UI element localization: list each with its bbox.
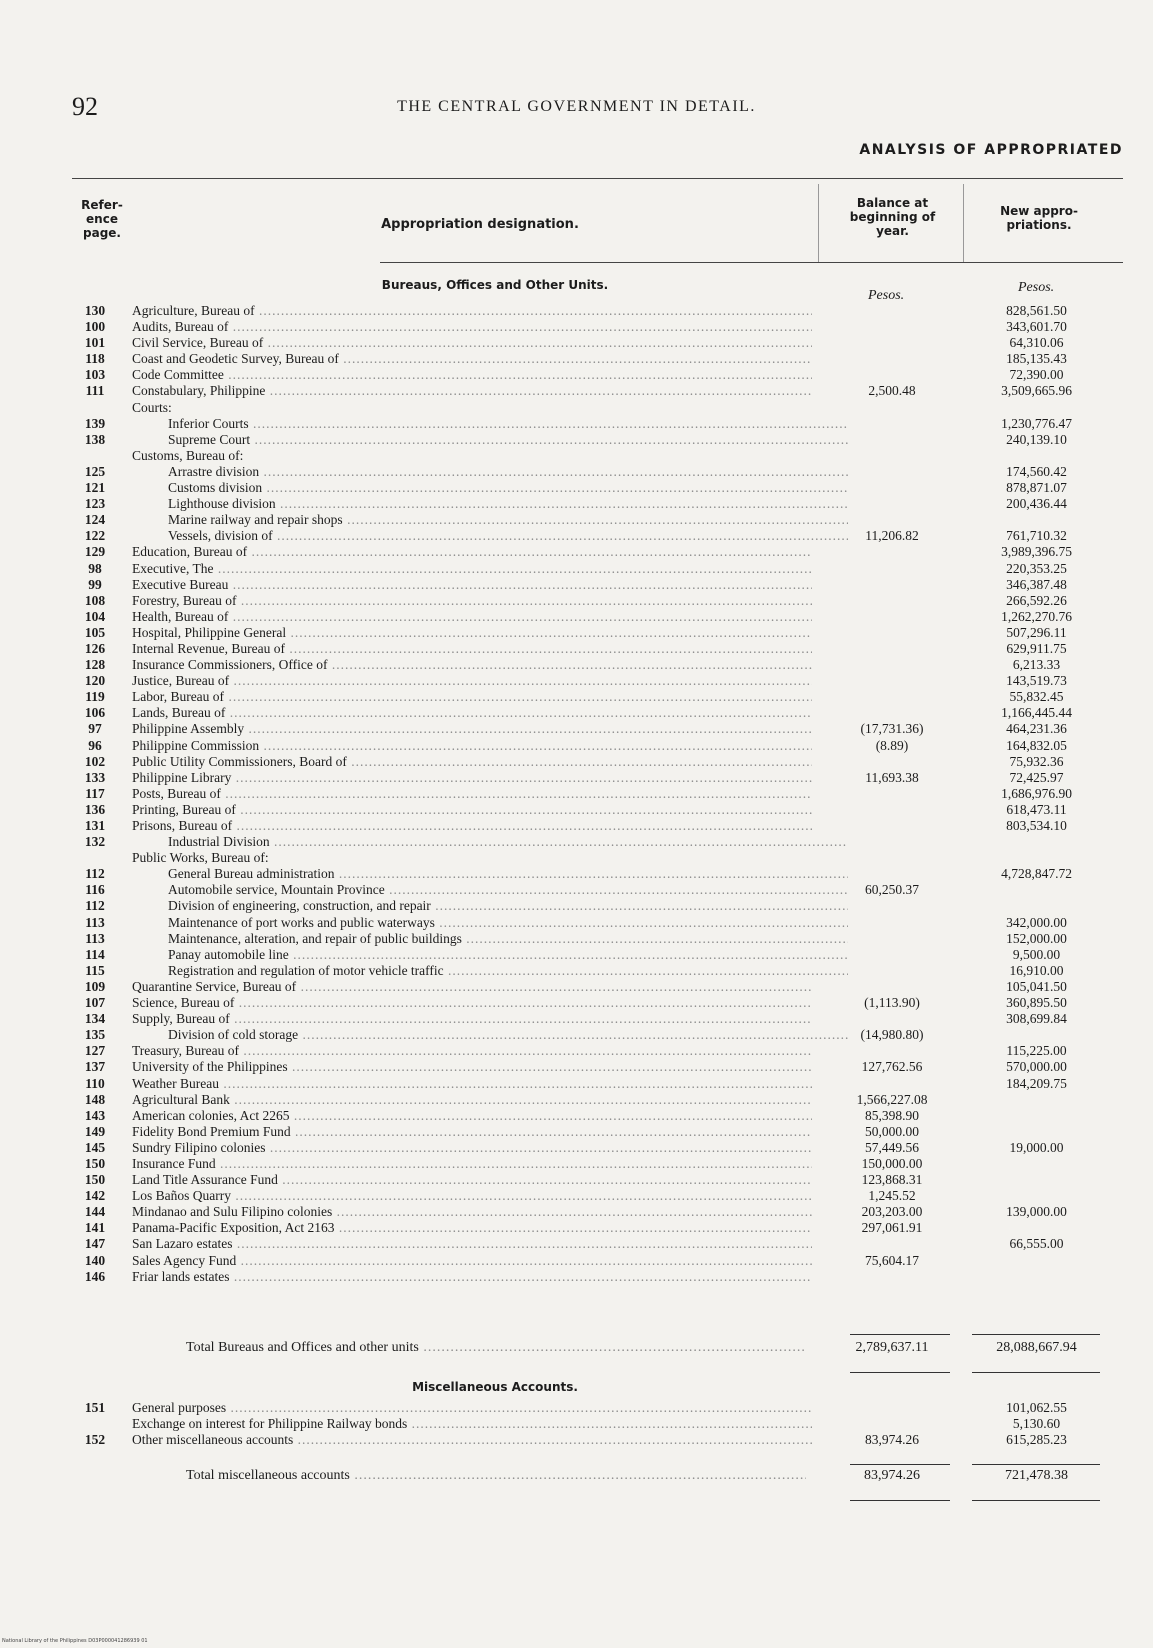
table-row: [0, 641, 1153, 657]
new-appropriation-value: 615,285.23: [1006, 1432, 1067, 1448]
new-appropriation-value: 220,353.25: [1006, 560, 1067, 576]
reference-page: 111: [85, 383, 105, 399]
new-appropriation-value: 174,560.42: [1006, 463, 1067, 479]
designation: Education, Bureau of .....: [132, 544, 812, 560]
table-row: [0, 721, 1153, 737]
designation: Agriculture, Bureau of .....: [132, 303, 812, 319]
designation: General purposes .....: [132, 1400, 812, 1416]
total-rule: [850, 1334, 950, 1335]
designation: Registration and regulation of motor vehicle traffic .....: [132, 963, 848, 979]
balance-value: 127,762.56: [861, 1059, 923, 1075]
new-appropriation-value: 464,231.36: [1006, 721, 1067, 737]
ref-column-header: Refer- ence page.: [81, 198, 123, 240]
table-row: [0, 351, 1153, 367]
reference-page: 141: [84, 1220, 106, 1236]
designation: Automobile service, Mountain Province .....: [132, 882, 848, 898]
new-appropriation-value: 152,000.00: [1006, 930, 1067, 946]
designation: Justice, Bureau of .....: [132, 673, 812, 689]
table-row: [0, 577, 1153, 593]
table-row: [0, 1253, 1153, 1269]
reference-page: 122: [84, 528, 106, 544]
reference-page: 96: [88, 737, 102, 753]
table-row: [0, 770, 1153, 786]
reference-page: 146: [84, 1268, 106, 1284]
reference-page: 99: [88, 576, 102, 592]
table-row: [0, 657, 1153, 673]
reference-page: 128: [84, 657, 106, 673]
designation: Sales Agency Fund .....: [132, 1253, 812, 1269]
balance-units: Pesos.: [868, 288, 905, 303]
designation: Weather Bureau .....: [132, 1076, 812, 1092]
designation: Industrial Division .....: [132, 834, 848, 850]
new-appropriation-value: 761,710.32: [1006, 528, 1067, 544]
total-rule: [850, 1500, 950, 1501]
total-row: [0, 1468, 1153, 1486]
table-row: [0, 561, 1153, 577]
new-appropriation-value: 4,728,847.72: [1001, 866, 1072, 882]
designation: General Bureau administration .....: [132, 866, 848, 882]
table-subheading: ANALYSIS OF APPROPRIATED: [859, 142, 1123, 158]
new-appropriation-value: 101,062.55: [1006, 1400, 1067, 1415]
new-appropriation-value: 618,473.11: [1006, 801, 1067, 817]
reference-page: 127: [84, 1043, 106, 1059]
new-appropriation-value: 72,390.00: [1009, 367, 1064, 383]
table-row: [0, 754, 1153, 770]
table-row: [0, 1400, 1153, 1416]
new-units: Pesos.: [1018, 280, 1055, 295]
reference-page: 123: [84, 496, 106, 512]
table-row: [0, 898, 1153, 914]
column-divider: [818, 184, 819, 262]
table-row: [0, 448, 1153, 464]
new-appropriation-value: 803,534.10: [1006, 818, 1067, 833]
balance-value: (14,980.80): [860, 1027, 924, 1043]
reference-page: 132: [84, 834, 106, 850]
designation: Labor, Bureau of .....: [132, 689, 812, 705]
table-row: [0, 931, 1153, 947]
table-row: [0, 1236, 1153, 1252]
balance-value: 75,604.17: [865, 1252, 919, 1268]
table-row: [0, 480, 1153, 496]
new-appropriation-value: 19,000.00: [1009, 1139, 1064, 1155]
new-appropriation-value: 66,555.00: [1009, 1236, 1064, 1252]
table-row: [0, 786, 1153, 802]
reference-page: 109: [84, 978, 106, 994]
designation: Maintenance of port works and public waterways .....: [132, 915, 848, 931]
designation: Division of cold storage .....: [132, 1027, 848, 1043]
designation: Supreme Court .....: [132, 432, 848, 448]
table-row: [0, 738, 1153, 754]
reference-page: 151: [84, 1400, 106, 1415]
new-appropriation-value: 185,135.43: [1006, 351, 1067, 367]
reference-page: 110: [85, 1075, 105, 1091]
table-row: [0, 995, 1153, 1011]
reference-page: 135: [84, 1027, 106, 1043]
designation: Printing, Bureau of .....: [132, 802, 812, 818]
balance-value: 50,000.00: [865, 1123, 919, 1139]
balance-value: 85,398.90: [865, 1107, 919, 1123]
new-appropriation-value: 507,296.11: [1006, 624, 1067, 640]
reference-page: 138: [84, 431, 106, 447]
total-balance: 83,974.26: [864, 1468, 920, 1483]
new-appropriation-value: 1,230,776.47: [1001, 415, 1072, 431]
reference-page: 139: [84, 415, 106, 431]
designation: Coast and Geodetic Survey, Bureau of .....: [132, 351, 812, 367]
new-appropriation-value: 139,000.00: [1006, 1204, 1067, 1220]
new-appropriation-value: 308,699.84: [1006, 1011, 1067, 1027]
table-row: [0, 512, 1153, 528]
reference-page: 102: [84, 753, 106, 769]
designation: Customs, Bureau of:: [132, 447, 244, 463]
table-row: [0, 689, 1153, 705]
designation: Other miscellaneous accounts .....: [132, 1432, 812, 1448]
table-row: [0, 609, 1153, 625]
table-row: [0, 383, 1153, 399]
designation: Arrastre division .....: [132, 464, 848, 480]
table-row: [0, 802, 1153, 818]
table-row: [0, 303, 1153, 319]
new-appropriation-value: 1,166,445.44: [1001, 705, 1072, 721]
new-appropriation-value: 164,832.05: [1006, 737, 1067, 753]
designation: Science, Bureau of .....: [132, 995, 812, 1011]
misc-rows: [0, 1400, 1153, 1448]
balance-value: 11,693.38: [865, 769, 919, 785]
balance-column-header: Balance at beginning of year.: [849, 196, 936, 238]
balance-value: 123,868.31: [861, 1172, 923, 1188]
table-row: [0, 1011, 1153, 1027]
new-appropriation-value: 9,500.00: [1012, 946, 1061, 962]
balance-value: 297,061.91: [861, 1220, 923, 1236]
balance-value: (1,113.90): [864, 995, 920, 1011]
section-title: Miscellaneous Accounts.: [412, 1380, 578, 1394]
reference-page: 118: [85, 351, 105, 367]
designation: Lighthouse division .....: [132, 496, 848, 512]
designation: Friar lands estates .....: [132, 1269, 812, 1285]
designation: Posts, Bureau of .....: [132, 786, 812, 802]
new-appropriation-value: 570,000.00: [1006, 1059, 1067, 1075]
reference-page: 100: [84, 319, 106, 335]
table-row: [0, 705, 1153, 721]
new-appropriation-value: 878,871.07: [1006, 480, 1067, 496]
designation: Customs division .....: [132, 480, 848, 496]
table-row: [0, 1140, 1153, 1156]
reference-page: 145: [84, 1139, 106, 1155]
designation: Executive Bureau .....: [132, 577, 812, 593]
new-appropriation-value: 72,425.97: [1009, 769, 1064, 785]
reference-page: 108: [84, 592, 106, 608]
reference-page: 150: [84, 1172, 106, 1188]
balance-value: 60,250.37: [865, 882, 919, 898]
designation: Public Utility Commissioners, Board of .....: [132, 754, 812, 770]
table-row: [0, 464, 1153, 480]
table-row: [0, 1156, 1153, 1172]
reference-page: 126: [84, 640, 106, 656]
designation: Supply, Bureau of .....: [132, 1011, 812, 1027]
designation: Marine railway and repair shops .....: [132, 512, 848, 528]
reference-page: 105: [84, 624, 106, 640]
designation: Sundry Filipino colonies .....: [132, 1140, 812, 1156]
table-row: [0, 1108, 1153, 1124]
designation-column-header: Appropriation designation.: [381, 217, 579, 232]
total-balance: 2,789,637.11: [855, 1340, 929, 1355]
designation: Quarantine Service, Bureau of .....: [132, 979, 812, 995]
table-row: [0, 818, 1153, 834]
designation: Philippine Assembly .....: [132, 721, 812, 737]
reference-page: 144: [84, 1204, 106, 1220]
designation: Fidelity Bond Premium Fund .....: [132, 1124, 812, 1140]
reference-page: 113: [85, 914, 105, 930]
table-row: [0, 1432, 1153, 1448]
designation: Panama-Pacific Exposition, Act 2163 .....: [132, 1220, 812, 1236]
designation: Lands, Bureau of .....: [132, 705, 812, 721]
new-appropriation-value: 200,436.44: [1006, 496, 1067, 512]
balance-value: (8.89): [875, 737, 909, 753]
designation: Agricultural Bank .....: [132, 1092, 812, 1108]
balance-value: 150,000.00: [861, 1155, 923, 1171]
reference-page: 121: [84, 480, 106, 496]
reference-page: 106: [84, 705, 106, 721]
reference-page: 124: [84, 512, 106, 528]
appropriation-rows: [0, 303, 1153, 1285]
new-appropriation-value: 115,225.00: [1006, 1043, 1067, 1059]
table-row: [0, 882, 1153, 898]
table-row: [0, 1416, 1153, 1432]
table-row: [0, 834, 1153, 850]
table-row: [0, 1220, 1153, 1236]
table-row: [0, 673, 1153, 689]
new-appropriation-value: 343,601.70: [1006, 319, 1067, 335]
total-rule: [972, 1464, 1100, 1465]
designation: Mindanao and Sulu Filipino colonies .....: [132, 1204, 812, 1220]
reference-page: 117: [85, 785, 105, 801]
table-row: [0, 496, 1153, 512]
new-appropriation-value: 6,213.33: [1012, 657, 1061, 673]
designation: Land Title Assurance Fund .....: [132, 1172, 812, 1188]
table-row: [0, 1204, 1153, 1220]
reference-page: 137: [84, 1059, 106, 1075]
new-appropriation-value: 1,686,976.90: [1001, 785, 1072, 801]
designation: Philippine Commission .....: [132, 738, 812, 754]
new-appropriation-value: 55,832.45: [1009, 689, 1064, 705]
running-title: THE CENTRAL GOVERNMENT IN DETAIL.: [397, 98, 756, 115]
designation: Forestry, Bureau of .....: [132, 593, 812, 609]
table-row: [0, 947, 1153, 963]
total-label: Total miscellaneous accounts .....: [186, 1468, 806, 1484]
designation: Courts:: [132, 399, 172, 415]
table-row: [0, 367, 1153, 383]
column-divider: [963, 184, 964, 262]
table-row: [0, 1124, 1153, 1140]
new-appropriation-value: 16,910.00: [1009, 962, 1064, 978]
designation: Division of engineering, construction, and repair .....: [132, 898, 848, 914]
total-rule: [972, 1334, 1100, 1335]
new-appropriation-value: 3,989,396.75: [1001, 544, 1072, 560]
designation: Executive, The .....: [132, 561, 812, 577]
table-row: [0, 1172, 1153, 1188]
reference-page: 143: [84, 1107, 106, 1123]
table-row: [0, 1269, 1153, 1285]
table-row: [0, 432, 1153, 448]
new-appropriation-value: 75,932.36: [1009, 753, 1064, 769]
header-bottom-rule: [380, 262, 1123, 263]
new-appropriation-value: 5,130.60: [1012, 1416, 1061, 1432]
reference-page: 136: [84, 801, 106, 817]
designation: Constabulary, Philippine .....: [132, 383, 812, 399]
new-appropriation-value: 360,895.50: [1006, 995, 1067, 1011]
designation: Inferior Courts .....: [132, 416, 848, 432]
total-rule: [972, 1372, 1100, 1373]
total-rule: [972, 1500, 1100, 1501]
footer-credit: National Library of the Philippines D03P000041286939 01: [2, 1638, 148, 1644]
new-appropriation-value: 184,209.75: [1006, 1075, 1067, 1091]
reference-page: 131: [84, 818, 106, 833]
table-row: [0, 319, 1153, 335]
reference-page: 101: [84, 335, 106, 351]
new-appropriation-value: 828,561.50: [1006, 303, 1067, 318]
table-row: [0, 850, 1153, 866]
new-appropriation-value: 1,262,270.76: [1001, 608, 1072, 624]
reference-page: 140: [84, 1252, 106, 1268]
table-row: [0, 866, 1153, 882]
designation: San Lazaro estates .....: [132, 1236, 812, 1252]
designation: Insurance Fund .....: [132, 1156, 812, 1172]
new-appropriation-value: 629,911.75: [1006, 640, 1067, 656]
designation: Los Baños Quarry .....: [132, 1188, 812, 1204]
designation: Panay automobile line .....: [132, 947, 848, 963]
designation: University of the Philippines .....: [132, 1059, 812, 1075]
reference-page: 147: [84, 1236, 106, 1252]
balance-value: 2,500.48: [868, 383, 916, 399]
table-row: [0, 1043, 1153, 1059]
total-new: 721,478.38: [1005, 1468, 1068, 1483]
reference-page: 104: [84, 608, 106, 624]
designation: Philippine Library .....: [132, 770, 812, 786]
reference-page: 97: [88, 721, 102, 737]
designation: Public Works, Bureau of:: [132, 850, 269, 866]
balance-value: 11,206.82: [865, 528, 919, 544]
reference-page: 113: [85, 930, 105, 946]
table-row: [0, 528, 1153, 544]
designation: Prisons, Bureau of .....: [132, 818, 812, 834]
designation: Code Committee .....: [132, 367, 812, 383]
new-appropriation-value: 240,139.10: [1006, 431, 1067, 447]
new-appropriation-value: 342,000.00: [1006, 914, 1067, 930]
reference-page: 98: [88, 560, 102, 576]
new-column-header: New appro- priations.: [1000, 204, 1078, 232]
new-appropriation-value: 266,592.26: [1006, 592, 1067, 608]
balance-value: 1,566,227.08: [856, 1091, 928, 1107]
reference-page: 150: [84, 1155, 106, 1171]
designation: Vessels, division of .....: [132, 528, 848, 544]
reference-page: 119: [85, 689, 105, 705]
total-rule: [850, 1372, 950, 1373]
balance-value: 203,203.00: [861, 1204, 923, 1220]
reference-page: 129: [84, 544, 106, 560]
table-row: [0, 1059, 1153, 1075]
balance-value: 1,245.52: [868, 1188, 916, 1204]
designation: Treasury, Bureau of .....: [132, 1043, 812, 1059]
table-row: [0, 335, 1153, 351]
reference-page: 133: [84, 769, 106, 785]
table-row: [0, 400, 1153, 416]
new-appropriation-value: 143,519.73: [1006, 673, 1067, 689]
designation: Hospital, Philippine General .....: [132, 625, 812, 641]
new-appropriation-value: 105,041.50: [1006, 978, 1067, 994]
designation: Health, Bureau of .....: [132, 609, 812, 625]
total-rule: [850, 1464, 950, 1465]
new-appropriation-value: 3,509,665.96: [1001, 383, 1072, 399]
reference-page: 114: [85, 946, 105, 962]
table-row: [0, 915, 1153, 931]
reference-page: 149: [84, 1123, 106, 1139]
reference-page: 112: [85, 866, 105, 882]
new-appropriation-value: 64,310.06: [1009, 335, 1064, 351]
total-new: 28,088,667.94: [996, 1340, 1077, 1355]
reference-page: 148: [84, 1091, 106, 1107]
designation: Exchange on interest for Philippine Railway bonds .....: [132, 1416, 812, 1432]
designation: Audits, Bureau of .....: [132, 319, 812, 335]
table-row: [0, 1027, 1153, 1043]
top-rule: [72, 178, 1123, 179]
table-row: [0, 416, 1153, 432]
table-row: [0, 1076, 1153, 1092]
table-row: [0, 544, 1153, 560]
reference-page: 130: [84, 303, 106, 318]
balance-value: (17,731.36): [860, 721, 924, 737]
reference-page: 115: [85, 962, 105, 978]
reference-page: 103: [84, 367, 106, 383]
designation: Internal Revenue, Bureau of .....: [132, 641, 812, 657]
reference-page: 125: [84, 463, 106, 479]
designation: American colonies, Act 2265 .....: [132, 1108, 812, 1124]
balance-value: 57,449.56: [865, 1139, 919, 1155]
designation: Civil Service, Bureau of .....: [132, 335, 812, 351]
table-row: [0, 963, 1153, 979]
reference-page: 116: [85, 882, 105, 898]
table-row: [0, 1092, 1153, 1108]
table-row: [0, 979, 1153, 995]
table-row: [0, 1188, 1153, 1204]
reference-page: 152: [84, 1432, 106, 1448]
balance-value: 83,974.26: [865, 1432, 919, 1448]
designation: Maintenance, alteration, and repair of public buildings .....: [132, 931, 848, 947]
total-label: Total Bureaus and Offices and other units .....: [186, 1340, 806, 1356]
section-title: Bureaus, Offices and Other Units.: [381, 278, 609, 292]
table-row: [0, 625, 1153, 641]
table-row: [0, 593, 1153, 609]
reference-page: 142: [84, 1188, 106, 1204]
new-appropriation-value: 346,387.48: [1006, 576, 1067, 592]
designation: Insurance Commissioners, Office of .....: [132, 657, 812, 673]
reference-page: 134: [84, 1011, 106, 1027]
reference-page: 112: [85, 898, 105, 914]
reference-page: 120: [84, 673, 106, 689]
total-row: [0, 1340, 1153, 1358]
reference-page: 107: [84, 995, 106, 1011]
page-number: 92: [72, 92, 98, 121]
